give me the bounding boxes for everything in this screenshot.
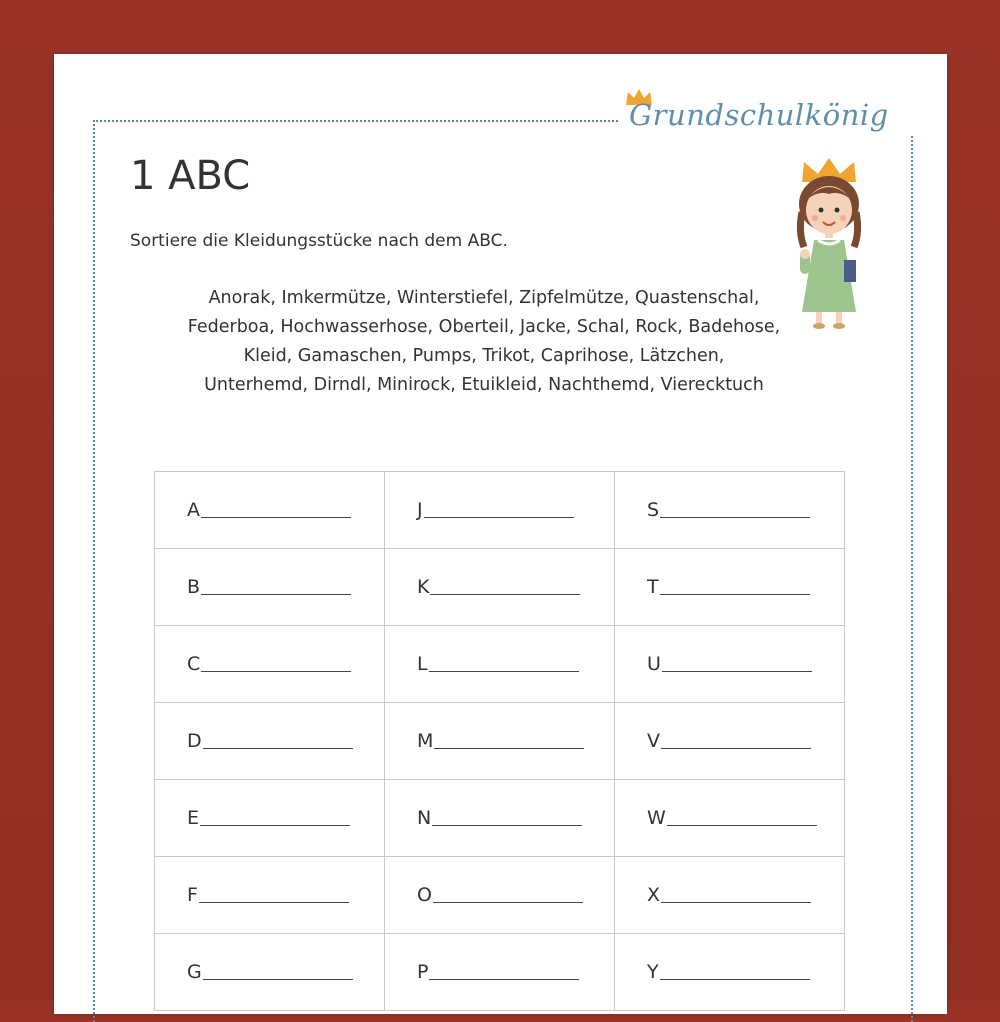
letter-label: E [187,807,200,829]
grid-cell [615,934,845,1011]
answer-line[interactable] [201,593,351,595]
girl-with-crown-icon [794,152,874,332]
letter-label: D [187,730,202,752]
letter-label: W [647,807,666,829]
answer-line[interactable] [433,901,583,903]
answer-line[interactable] [660,593,810,595]
answer-line[interactable] [432,824,582,826]
answer-line[interactable] [424,516,574,518]
grid-row [155,549,845,626]
letter-label: X [647,884,661,906]
grid-row [155,703,845,780]
letter-entry [155,576,384,598]
letter-entry [385,884,614,906]
grid-cell [385,472,615,549]
grid-cell [155,626,385,703]
grid-cell [385,626,615,703]
grid-row [155,472,845,549]
page-title: 1 ABC [130,153,251,199]
abc-grid [154,471,845,1011]
grid-cell [155,780,385,857]
word-list [174,284,794,400]
letter-label: O [417,884,432,906]
grid-cell [155,934,385,1011]
letter-label: B [187,576,201,598]
word-line: Unterhemd, Dirndl, Minirock, Etuikleid, Nachthemd, Vierecktuch [204,375,764,395]
answer-line[interactable] [201,516,351,518]
letter-label: G [187,961,202,983]
grid-row [155,780,845,857]
answer-line[interactable] [201,670,351,672]
answer-line[interactable] [661,747,811,749]
letter-entry [385,807,614,829]
letter-entry [155,884,384,906]
grid-cell [615,703,845,780]
letter-label: V [647,730,660,752]
letter-entry [385,961,614,983]
letter-entry [385,499,614,521]
letter-label: C [187,653,201,675]
answer-line[interactable] [434,747,584,749]
answer-line[interactable] [200,824,350,826]
word-line: Anorak, Imkermütze, Winterstiefel, Zipfelmütze, Quastenschal, [208,288,760,308]
answer-line[interactable] [199,901,349,903]
letter-label: P [417,961,429,983]
grid-cell [615,626,845,703]
grid-cell [615,780,845,857]
letter-entry [155,499,384,521]
answer-line[interactable] [660,978,810,980]
answer-line[interactable] [203,978,353,980]
answer-line[interactable] [430,593,580,595]
grid-cell [385,780,615,857]
letter-label: A [187,499,200,521]
letter-entry [615,807,844,829]
answer-line[interactable] [429,978,579,980]
letter-entry [155,730,384,752]
letter-entry [155,961,384,983]
grid-cell [615,549,845,626]
letter-entry [615,499,844,521]
answer-line[interactable] [661,901,811,903]
letter-label: L [417,653,428,675]
letter-label: S [647,499,660,521]
grid-row [155,857,845,934]
letter-label: U [647,653,661,675]
letter-label: K [417,576,430,598]
grid-row [155,626,845,703]
grid-cell [155,857,385,934]
letter-entry [385,653,614,675]
answer-line[interactable] [429,670,579,672]
grid-cell [385,857,615,934]
answer-line[interactable] [203,747,353,749]
grid-cell [155,703,385,780]
grid-cell [385,934,615,1011]
letter-entry [385,730,614,752]
letter-entry [615,961,844,983]
grid-cell [615,472,845,549]
letter-entry [615,653,844,675]
letter-label: Y [647,961,659,983]
worksheet-page [54,54,947,1014]
letter-entry [385,576,614,598]
letter-label: F [187,884,198,906]
grid-cell [385,549,615,626]
letter-label: N [417,807,432,829]
grid-row [155,934,845,1011]
brand-logo: Grundschulkönig [629,98,889,132]
word-line: Kleid, Gamaschen, Pumps, Trikot, Caprihose, Lätzchen, [243,346,725,366]
letter-label: M [417,730,434,752]
grid-cell [615,857,845,934]
letter-entry [155,653,384,675]
instruction-text: Sortiere die Kleidungsstücke nach dem ABC. [130,231,508,251]
grid-cell [385,703,615,780]
grid-cell [155,472,385,549]
letter-entry [615,576,844,598]
grid-cell [155,549,385,626]
answer-line[interactable] [660,516,810,518]
word-line: Federboa, Hochwasserhose, Oberteil, Jacke, Schal, Rock, Badehose, [187,317,781,337]
letter-entry [615,884,844,906]
letter-label: J [417,499,423,521]
answer-line[interactable] [662,670,812,672]
answer-line[interactable] [667,824,817,826]
letter-entry [615,730,844,752]
letter-entry [155,807,384,829]
letter-label: T [647,576,659,598]
